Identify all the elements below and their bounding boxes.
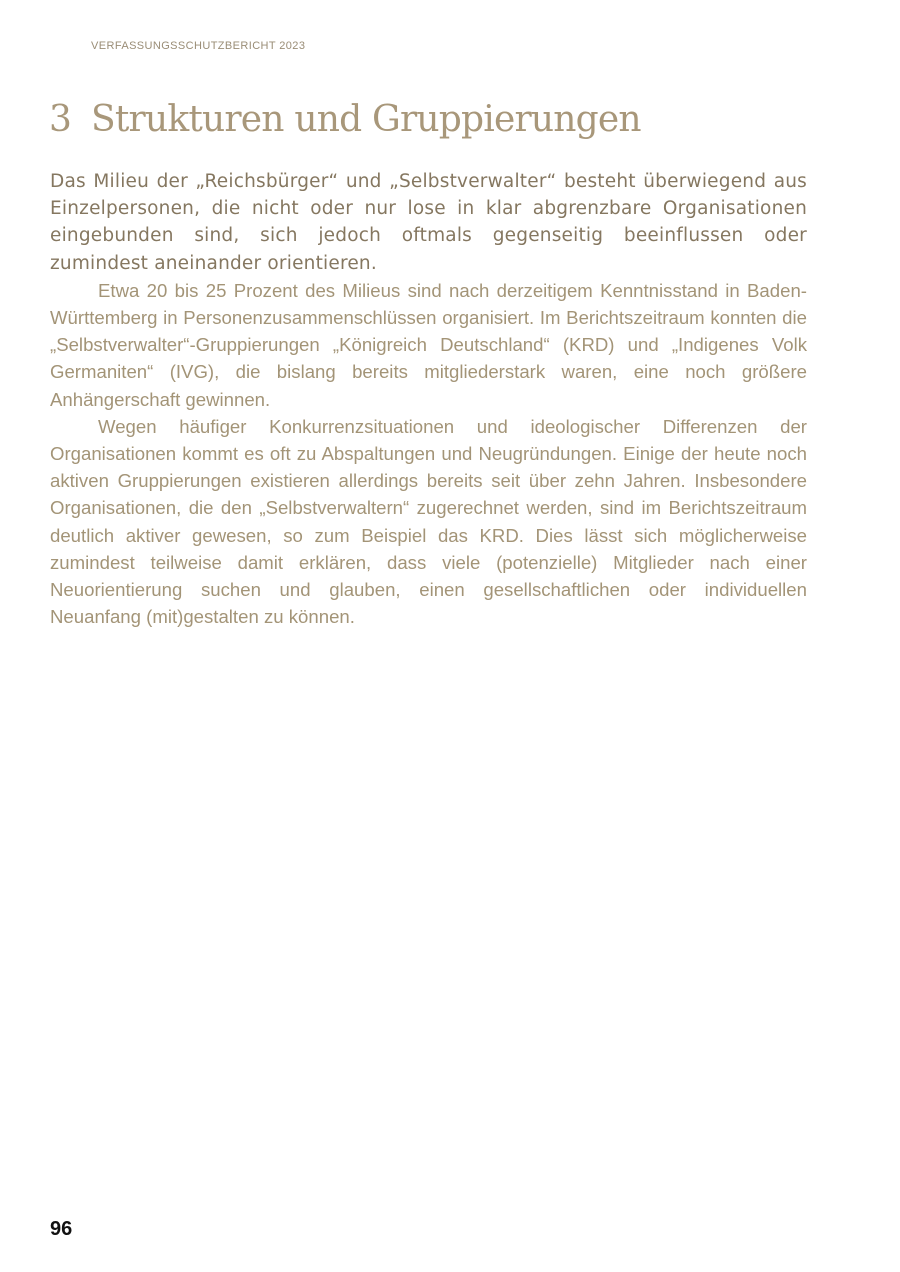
chapter-title: [49, 94, 641, 146]
chapter-title-text: Strukturen und Gruppierungen: [91, 99, 641, 140]
chapter-content: [50, 168, 807, 630]
body-paragraph-2: Wegen häufiger Konkurrenzsituationen und ideologischer Differenzen der Organisationen kommt es oft zu Abspaltungen und Neugründungen. Einige der heute noch aktiven Gruppierungen existieren allerdings bereits seit über zehn Jahren. Insbesondere Organisationen, die den „Selbstverwaltern“ zugerechnet werden, sind im Berichtszeitraum deutlich aktiver gewesen, so zum Beispiel das KRD. Dies lässt sich möglicherweise zumindest teilweise damit erklären, dass viele (potenzielle) Mitglieder nach einer Neuorientierung suchen und glauben, einen gesellschaftlichen oder individuellen Neuanfang (mit)gestalten zu können.: [50, 415, 807, 628]
running-header: VERFASSUNGSSCHUTZBERICHT 2023: [91, 40, 306, 52]
lead-paragraph: Das Milieu der „Reichsbürger“ und „Selbstverwalter“ besteht überwiegend aus Einzelpersonen, die nicht oder nur lose in klar abgrenzbare Organisationen eingebunden sind, sich jedoch oftmals gegenseitig beeinflussen oder zumindest aneinander orientieren.: [50, 171, 807, 274]
body-paragraph-1: Etwa 20 bis 25 Prozent des Milieus sind nach derzeitigem Kenntnisstand in Baden-Württemberg in Personenzusammenschlüssen organisiert. Im Berichtszeitraum konnten die „Selbstverwalter“-Gruppierungen „Königreich Deutschland“ (KRD) und „Indigenes Volk Germaniten“ (IVG), die bislang bereits mitgliederstark waren, eine noch größere Anhängerschaft gewinnen.: [50, 279, 807, 410]
page-number: 96: [50, 1218, 73, 1240]
chapter-number: 3: [49, 99, 72, 140]
